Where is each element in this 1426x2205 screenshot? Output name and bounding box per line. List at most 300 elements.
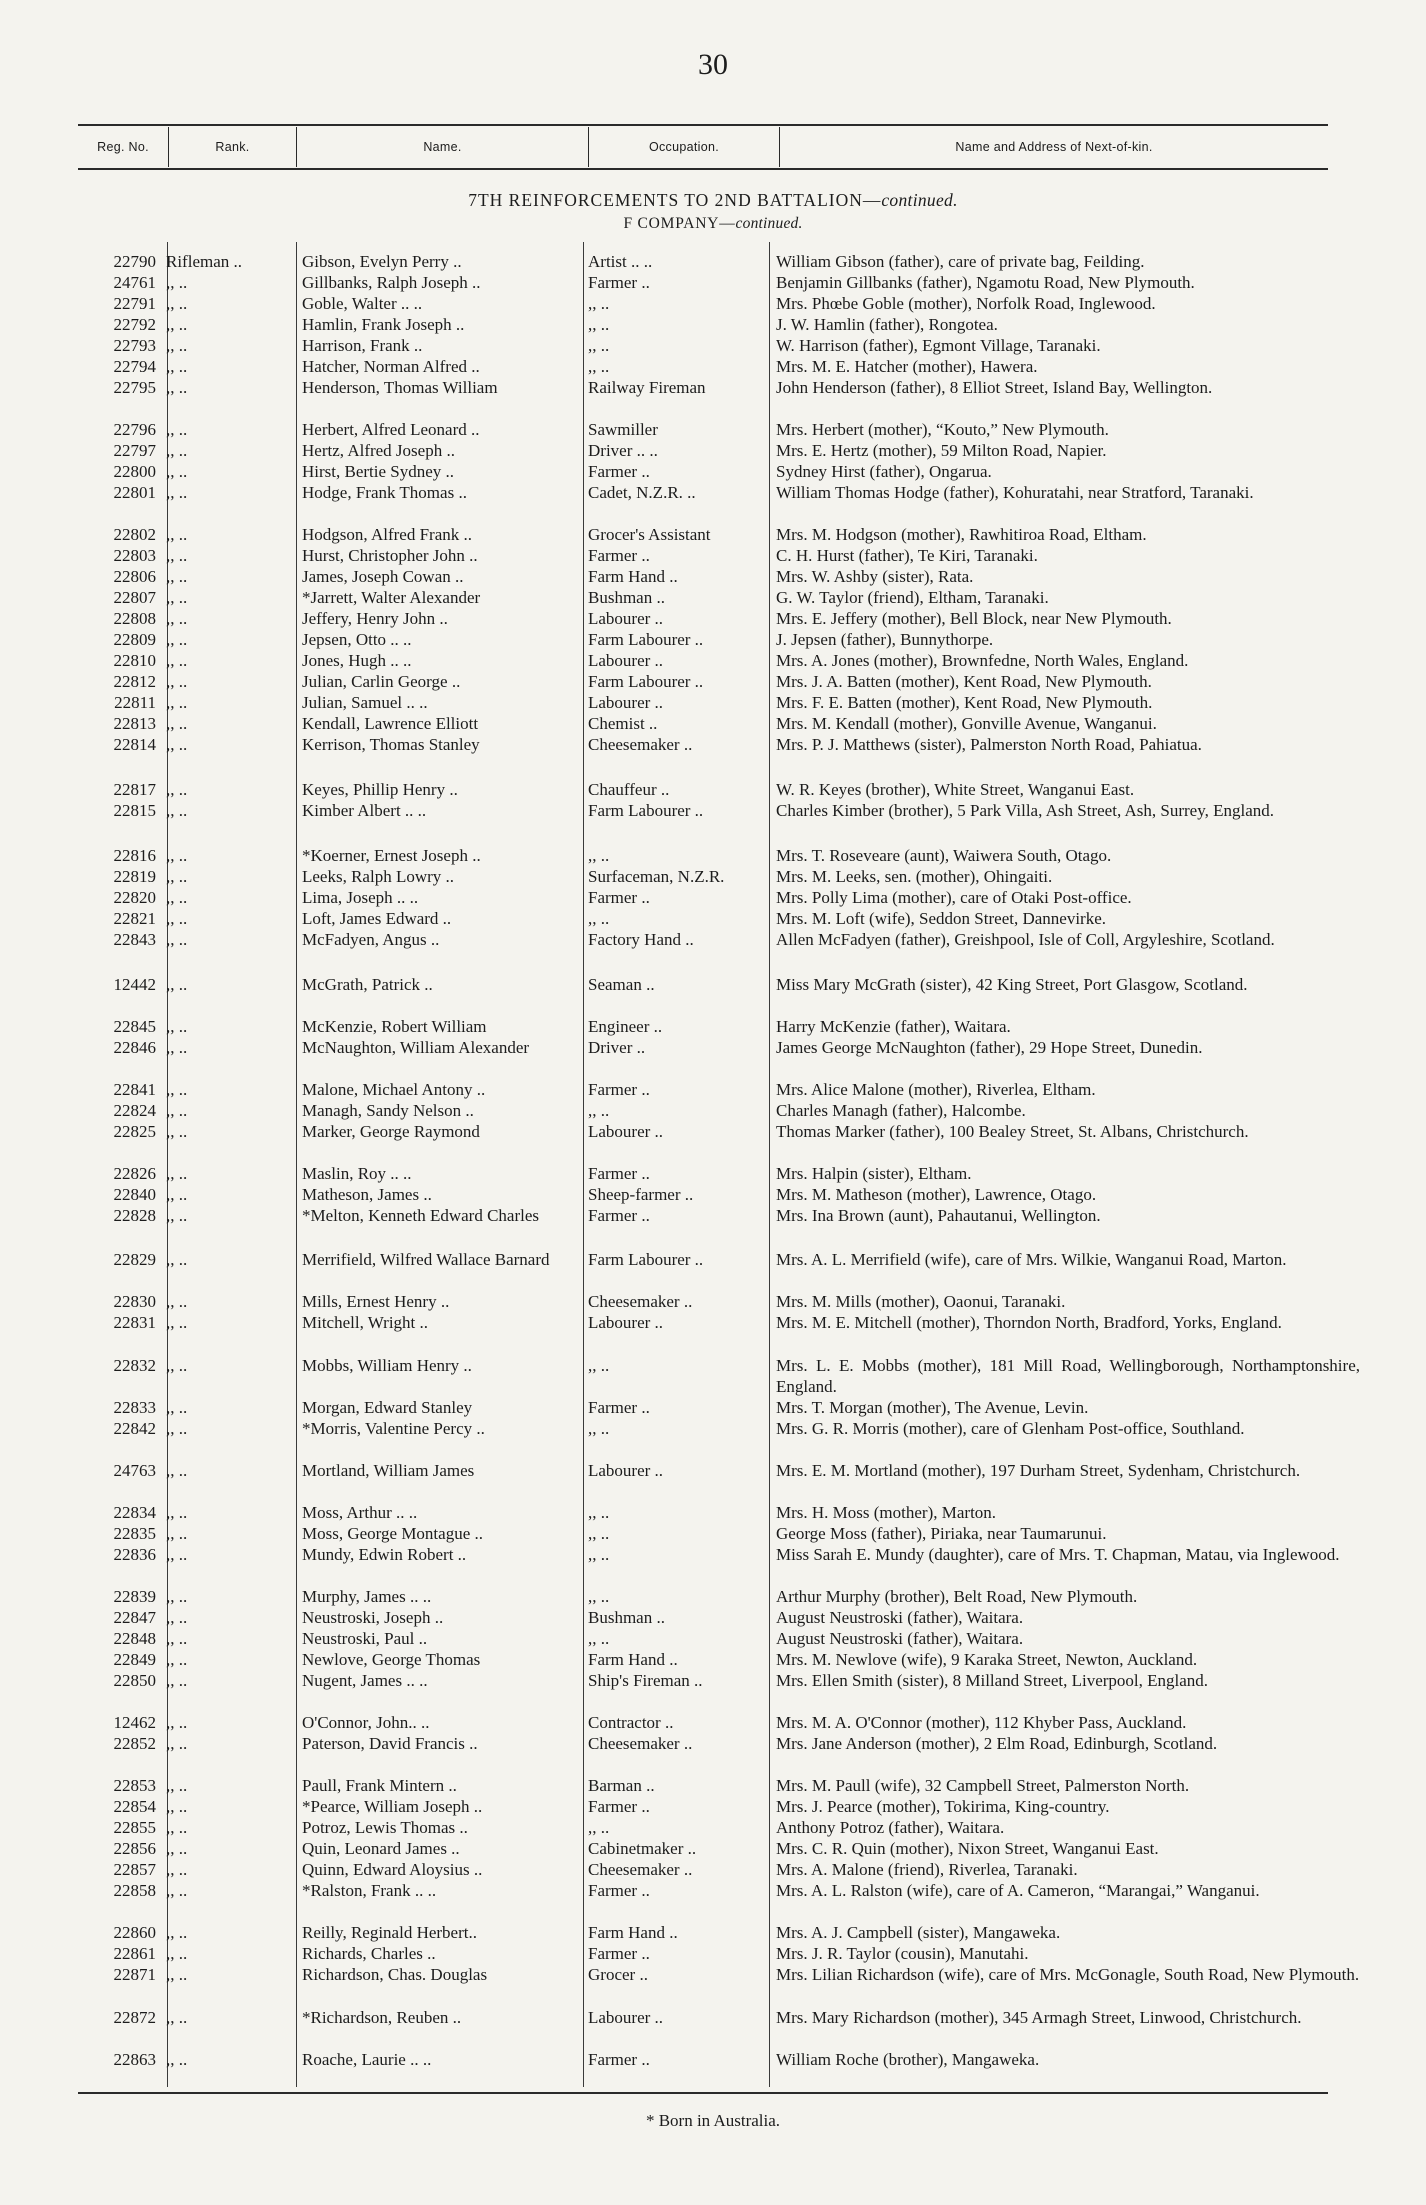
occupation-cell: ,, .. [588, 1356, 610, 1375]
reg-no-cell: 22810 [113, 651, 156, 670]
next-of-kin-cell: Anthony Potroz (father), Waitara. [776, 1818, 1005, 1837]
reg-no-cell: 22858 [113, 1881, 156, 1900]
occupation-cell: Bushman .. [588, 1608, 665, 1627]
occupation-cell: Sheep-farmer .. [588, 1185, 694, 1204]
next-of-kin-cell: G. W. Taylor (friend), Eltham, Taranaki. [776, 588, 1049, 607]
occupation-cell: Surfaceman, N.Z.R. [588, 867, 725, 886]
occupation-cell: Labourer .. [588, 1461, 664, 1480]
name-cell: *Koerner, Ernest Joseph .. [302, 846, 481, 865]
name-cell: Paull, Frank Mintern .. [302, 1776, 457, 1795]
occupation-cell: ,, .. [588, 1524, 610, 1543]
company-title-main: F COMPANY— [623, 215, 736, 232]
rank-cell: ,, .. [166, 1608, 188, 1627]
occupation-cell: Farmer .. [588, 462, 650, 481]
name-cell: Mills, Ernest Henry .. [302, 1292, 450, 1311]
reg-no-cell: 12442 [113, 975, 156, 994]
next-of-kin-cell: Sydney Hirst (father), Ongarua. [776, 462, 992, 481]
occupation-cell: Factory Hand .. [588, 930, 694, 949]
rank-cell: ,, .. [166, 294, 188, 313]
name-cell: Hatcher, Norman Alfred .. [302, 357, 480, 376]
next-of-kin-cell: Arthur Murphy (brother), Belt Road, New Plymouth. [776, 1587, 1138, 1606]
next-of-kin-cell: Mrs. W. Ashby (sister), Rata. [776, 567, 974, 586]
next-of-kin-cell: Mrs. M. Loft (wife), Seddon Street, Dannevirke. [776, 909, 1107, 928]
name-cell: Julian, Samuel .. .. [302, 693, 428, 712]
name-cell: Lima, Joseph .. .. [302, 888, 419, 907]
name-cell: Moss, Arthur .. .. [302, 1503, 418, 1522]
next-of-kin-cell: Mrs. H. Moss (mother), Marton. [776, 1503, 997, 1522]
next-of-kin-cell: Miss Sarah E. Mundy (daughter), care of Mrs. T. Chapman, Matau, via Inglewood. [776, 1545, 1340, 1564]
next-of-kin-cell: Mrs. G. R. Morris (mother), care of Glenham Post-office, Southland. [776, 1419, 1245, 1438]
name-cell: Marker, George Raymond [302, 1122, 480, 1141]
name-cell: Mundy, Edwin Robert .. [302, 1545, 467, 1564]
occupation-cell: Farmer .. [588, 1164, 650, 1183]
rank-cell: ,, .. [166, 630, 188, 649]
name-cell: Jeffery, Henry John .. [302, 609, 448, 628]
next-of-kin-cell: Mrs. A. L. Ralston (wife), care of A. Cameron, “Marangai,” Wanganui. [776, 1881, 1260, 1900]
reg-no-cell: 22806 [113, 567, 156, 586]
next-of-kin-cell: Mrs. Polly Lima (mother), care of Otaki Post-office. [776, 888, 1132, 907]
rank-cell: ,, .. [166, 1080, 188, 1099]
name-cell: Matheson, James .. [302, 1185, 432, 1204]
reg-no-cell: 22871 [113, 1965, 156, 1984]
name-cell: Moss, George Montague .. [302, 1524, 483, 1543]
occupation-cell: ,, .. [588, 1587, 610, 1606]
name-cell: Reilly, Reginald Herbert.. [302, 1923, 477, 1942]
name-cell: Kendall, Lawrence Elliott [302, 714, 479, 733]
reg-no-cell: 22856 [113, 1839, 156, 1858]
reg-no-cell: 22826 [113, 1164, 156, 1183]
next-of-kin-cell: Mrs. Jane Anderson (mother), 2 Elm Road, Edinburgh, Scotland. [776, 1734, 1218, 1753]
rank-cell: ,, .. [166, 357, 188, 376]
reg-no-cell: 12462 [113, 1713, 156, 1732]
name-cell: Potroz, Lewis Thomas .. [302, 1818, 468, 1837]
occupation-cell: ,, .. [588, 315, 610, 334]
name-cell: McGrath, Patrick .. [302, 975, 433, 994]
rank-cell: ,, .. [166, 1818, 188, 1837]
reg-no-cell: 22847 [113, 1608, 156, 1627]
occupation-cell: ,, .. [588, 1818, 610, 1837]
next-of-kin-cell: Mrs. M. Paull (wife), 32 Campbell Street, Palmerston North. [776, 1776, 1190, 1795]
column-rule [296, 242, 297, 2087]
rank-cell: Rifleman .. [166, 252, 243, 271]
reg-no-cell: 22813 [113, 714, 156, 733]
rank-cell: ,, .. [166, 1671, 188, 1690]
occupation-cell: Labourer .. [588, 651, 664, 670]
name-cell: Murphy, James .. .. [302, 1587, 432, 1606]
occupation-cell: Seaman .. [588, 975, 655, 994]
name-cell: Neustroski, Paul .. [302, 1629, 428, 1648]
name-cell: Morgan, Edward Stanley [302, 1398, 473, 1417]
reg-no-cell: 22833 [113, 1398, 156, 1417]
footnote: * Born in Australia. [645, 2111, 781, 2130]
name-cell: Managh, Sandy Nelson .. [302, 1101, 474, 1120]
reg-no-cell: 22830 [113, 1292, 156, 1311]
reg-no-cell: 22790 [113, 252, 156, 271]
rank-cell: ,, .. [166, 846, 188, 865]
company-title [0, 215, 1426, 233]
next-of-kin-cell: Mrs. F. E. Batten (mother), Kent Road, New Plymouth. [776, 693, 1153, 712]
reg-no-cell: 22846 [113, 1038, 156, 1057]
next-of-kin-cell: Mrs. M. Matheson (mother), Lawrence, Otago. [776, 1185, 1097, 1204]
occupation-cell: Contractor .. [588, 1713, 674, 1732]
reg-no-cell: 22811 [114, 693, 156, 712]
occupation-cell: Cheesemaker .. [588, 1734, 693, 1753]
rank-cell: ,, .. [166, 441, 188, 460]
reg-no-cell: 22831 [113, 1313, 156, 1332]
next-of-kin-cell: Mrs. A. Malone (friend), Riverlea, Taranaki. [776, 1860, 1078, 1879]
reg-no-cell: 22815 [113, 801, 156, 820]
name-cell: *Richardson, Reuben .. [302, 2008, 462, 2027]
rank-cell: ,, .. [166, 1206, 188, 1225]
next-of-kin-cell: William Gibson (father), care of private bag, Feilding. [776, 252, 1145, 271]
rank-cell: ,, .. [166, 693, 188, 712]
rank-cell: ,, .. [166, 780, 188, 799]
name-cell: Maslin, Roy .. .. [302, 1164, 412, 1183]
occupation-cell: ,, .. [588, 1629, 610, 1648]
occupation-cell: ,, .. [588, 294, 610, 313]
section-title-continued: continued. [881, 190, 958, 210]
occupation-cell: Cheesemaker .. [588, 1860, 693, 1879]
name-cell: McFadyen, Angus .. [302, 930, 440, 949]
occupation-cell: Barman .. [588, 1776, 655, 1795]
reg-no-cell: 22801 [113, 483, 156, 502]
occupation-cell: ,, .. [588, 1419, 610, 1438]
rank-cell: ,, .. [166, 273, 188, 292]
name-cell: Goble, Walter .. .. [302, 294, 423, 313]
rank-cell: ,, .. [166, 1185, 188, 1204]
name-cell: Mortland, William James [302, 1461, 475, 1480]
reg-no-cell: 22808 [113, 609, 156, 628]
name-cell: Neustroski, Joseph .. [302, 1608, 444, 1627]
name-cell: Hodgson, Alfred Frank .. [302, 525, 472, 544]
next-of-kin-cell: Mrs. A. L. Merrifield (wife), care of Mrs. Wilkie, Wanganui Road, Marton. [776, 1250, 1287, 1269]
rank-cell: ,, .. [166, 546, 188, 565]
name-cell: Mitchell, Wright .. [302, 1313, 429, 1332]
occupation-cell: Cheesemaker .. [588, 1292, 693, 1311]
header-next-of-kin: Name and Address of Next-of-kin. [955, 140, 1153, 154]
rank-cell: ,, .. [166, 1650, 188, 1669]
rank-cell: ,, .. [166, 1965, 188, 1984]
reg-no-cell: 22861 [113, 1944, 156, 1963]
reg-no-cell: 22848 [113, 1629, 156, 1648]
next-of-kin-cell: James George McNaughton (father), 29 Hope Street, Dunedin. [776, 1038, 1203, 1057]
next-of-kin-cell: Mrs. M. Kendall (mother), Gonville Avenue, Wanganui. [776, 714, 1157, 733]
reg-no-cell: 22816 [113, 846, 156, 865]
header-bottom-rule [78, 168, 1328, 170]
reg-no-cell: 22840 [113, 1185, 156, 1204]
name-cell: Merrifield, Wilfred Wallace Barnard [302, 1250, 550, 1269]
occupation-cell: ,, .. [588, 1101, 610, 1120]
reg-no-cell: 22817 [113, 780, 156, 799]
occupation-cell: Farm Hand .. [588, 1650, 678, 1669]
name-cell: Hertz, Alfred Joseph .. [302, 441, 455, 460]
next-of-kin-cell: Mrs. A. J. Campbell (sister), Mangaweka. [776, 1923, 1061, 1942]
reg-no-cell: 22795 [113, 378, 156, 397]
rank-cell: ,, .. [166, 315, 188, 334]
rank-cell: ,, .. [166, 1250, 188, 1269]
reg-no-cell: 22793 [113, 336, 156, 355]
rank-cell: ,, .. [166, 1860, 188, 1879]
rank-cell: ,, .. [166, 2008, 188, 2027]
rank-cell: ,, .. [166, 930, 188, 949]
name-cell: Kerrison, Thomas Stanley [302, 735, 480, 754]
name-cell: Richardson, Chas. Douglas [302, 1965, 488, 1984]
occupation-cell: ,, .. [588, 846, 610, 865]
table-header [78, 127, 1328, 167]
rank-cell: ,, .. [166, 462, 188, 481]
next-of-kin-cell: John Henderson (father), 8 Elliot Street, Island Bay, Wellington. [776, 378, 1213, 397]
reg-no-cell: 22796 [113, 420, 156, 439]
name-cell: James, Joseph Cowan .. [302, 567, 464, 586]
next-of-kin-cell: Mrs. Halpin (sister), Eltham. [776, 1164, 972, 1183]
occupation-cell: Labourer .. [588, 1313, 664, 1332]
rank-cell: ,, .. [166, 378, 188, 397]
name-cell: Henderson, Thomas William [302, 378, 498, 397]
occupation-cell: Farmer .. [588, 888, 650, 907]
occupation-cell: Farmer .. [588, 546, 650, 565]
occupation-cell: Farm Labourer .. [588, 672, 704, 691]
name-cell: Mobbs, William Henry .. [302, 1356, 472, 1375]
name-cell: Quinn, Edward Aloysius .. [302, 1860, 483, 1879]
rank-cell: ,, .. [166, 1734, 188, 1753]
next-of-kin-cell: Mrs. M. E. Mitchell (mother), Thorndon North, Bradford, Yorks, England. [776, 1313, 1282, 1332]
reg-no-cell: 22854 [113, 1797, 156, 1816]
name-cell: Newlove, George Thomas [302, 1650, 481, 1669]
reg-no-cell: 22807 [113, 588, 156, 607]
next-of-kin-cell: Mrs. P. J. Matthews (sister), Palmerston North Road, Pahiatua. [776, 735, 1202, 754]
rank-cell: ,, .. [166, 651, 188, 670]
name-cell: Loft, James Edward .. [302, 909, 452, 928]
occupation-cell: Artist .. .. [588, 252, 653, 271]
occupation-cell: Farm Labourer .. [588, 801, 704, 820]
reg-no-cell: 22836 [113, 1545, 156, 1564]
name-cell: *Ralston, Frank .. .. [302, 1881, 437, 1900]
rank-cell: ,, .. [166, 672, 188, 691]
next-of-kin-cell: Mrs. J. R. Taylor (cousin), Manutahi. [776, 1944, 1029, 1963]
occupation-cell: ,, .. [588, 357, 610, 376]
reg-no-cell: 22849 [113, 1650, 156, 1669]
section-title-main: 7TH REINFORCEMENTS TO 2ND BATTALION— [468, 190, 882, 210]
next-of-kin-cell: W. R. Keyes (brother), White Street, Wanganui East. [776, 780, 1135, 799]
occupation-cell: Cheesemaker .. [588, 735, 693, 754]
rank-cell: ,, .. [166, 525, 188, 544]
rank-cell: ,, .. [166, 1629, 188, 1648]
occupation-cell: ,, .. [588, 1545, 610, 1564]
next-of-kin-cell: William Thomas Hodge (father), Kohuratahi, near Stratford, Taranaki. [776, 483, 1254, 502]
reg-no-cell: 22832 [113, 1356, 156, 1375]
name-cell: Roache, Laurie .. .. [302, 2050, 432, 2069]
occupation-cell: Farm Labourer .. [588, 1250, 704, 1269]
occupation-cell: Farm Hand .. [588, 567, 678, 586]
reg-no-cell: 22839 [113, 1587, 156, 1606]
rank-cell: ,, .. [166, 1545, 188, 1564]
rank-cell: ,, .. [166, 1038, 188, 1057]
occupation-cell: Bushman .. [588, 588, 665, 607]
occupation-cell: Ship's Fireman .. [588, 1671, 703, 1690]
occupation-cell: ,, .. [588, 336, 610, 355]
next-of-kin-cell: Mrs. M. Newlove (wife), 9 Karaka Street, Newton, Auckland. [776, 1650, 1198, 1669]
company-title-continued: continued. [735, 215, 803, 232]
rank-cell: ,, .. [166, 1713, 188, 1732]
reg-no-cell: 22819 [113, 867, 156, 886]
next-of-kin-cell: Mrs. J. A. Batten (mother), Kent Road, New Plymouth. [776, 672, 1152, 691]
rank-cell: ,, .. [166, 1164, 188, 1183]
reg-no-cell: 22812 [113, 672, 156, 691]
occupation-cell: Railway Fireman [588, 378, 706, 397]
reg-no-cell: 22794 [113, 357, 156, 376]
next-of-kin-cell: August Neustroski (father), Waitara. [776, 1629, 1024, 1648]
rank-cell: ,, .. [166, 867, 188, 886]
name-cell: Hirst, Bertie Sydney .. [302, 462, 455, 481]
next-of-kin-cell: Mrs. A. Jones (mother), Brownfedne, North Wales, England. [776, 651, 1189, 670]
occupation-cell: Farmer .. [588, 1206, 650, 1225]
reg-no-cell: 22834 [113, 1503, 156, 1522]
reg-no-cell: 22850 [113, 1671, 156, 1690]
next-of-kin-cell: Mrs. M. E. Hatcher (mother), Hawera. [776, 357, 1038, 376]
rank-cell: ,, .. [166, 1944, 188, 1963]
occupation-cell: Farmer .. [588, 1080, 650, 1099]
next-of-kin-cell: Mrs. E. Hertz (mother), 59 Milton Road, Napier. [776, 441, 1107, 460]
name-cell: Nugent, James .. .. [302, 1671, 428, 1690]
section-title [0, 190, 1426, 211]
rank-cell: ,, .. [166, 1292, 188, 1311]
name-cell: Malone, Michael Antony .. [302, 1080, 486, 1099]
occupation-cell: Driver .. .. [588, 441, 658, 460]
next-of-kin-cell: August Neustroski (father), Waitara. [776, 1608, 1024, 1627]
reg-no-cell: 22791 [113, 294, 156, 313]
name-cell: Paterson, David Francis .. [302, 1734, 478, 1753]
next-of-kin-cell: Harry McKenzie (father), Waitara. [776, 1017, 1011, 1036]
occupation-cell: Farmer .. [588, 2050, 650, 2069]
name-cell: Hurst, Christopher John .. [302, 546, 478, 565]
next-of-kin-cell: Mrs. M. Mills (mother), Oaonui, Taranaki. [776, 1292, 1066, 1311]
reg-no-cell: 22809 [113, 630, 156, 649]
next-of-kin-cell: W. Harrison (father), Egmont Village, Taranaki. [776, 336, 1101, 355]
name-cell: Gillbanks, Ralph Joseph .. [302, 273, 481, 292]
occupation-cell: Cabinetmaker .. [588, 1839, 697, 1858]
rank-cell: ,, .. [166, 588, 188, 607]
next-of-kin-cell: Mrs. Phœbe Goble (mother), Norfolk Road, Inglewood. [776, 294, 1156, 313]
column-rule [769, 242, 770, 2087]
next-of-kin-cell: Mrs. Herbert (mother), “Kouto,” New Plymouth. [776, 420, 1109, 439]
name-cell: O'Connor, John.. .. [302, 1713, 430, 1732]
reg-no-cell: 22842 [113, 1419, 156, 1438]
reg-no-cell: 22872 [113, 2008, 156, 2027]
rank-cell: ,, .. [166, 420, 188, 439]
next-of-kin-cell: Mrs. Lilian Richardson (wife), care of Mrs. McGonagle, South Road, New Plymouth. [776, 1965, 1360, 1984]
occupation-cell: Farmer .. [588, 1881, 650, 1900]
rank-cell: ,, .. [166, 1356, 188, 1375]
occupation-cell: Labourer .. [588, 609, 664, 628]
occupation-cell: Farm Hand .. [588, 1923, 678, 1942]
occupation-cell: Farm Labourer .. [588, 630, 704, 649]
rank-cell: ,, .. [166, 2050, 188, 2069]
name-cell: Herbert, Alfred Leonard .. [302, 420, 480, 439]
name-cell: Leeks, Ralph Lowry .. [302, 867, 455, 886]
name-cell: *Pearce, William Joseph .. [302, 1797, 483, 1816]
next-of-kin-cell: Mrs. C. R. Quin (mother), Nixon Street, Wanganui East. [776, 1839, 1159, 1858]
reg-no-cell: 22828 [113, 1206, 156, 1225]
reg-no-cell: 22800 [113, 462, 156, 481]
occupation-cell: Farmer .. [588, 1944, 650, 1963]
reg-no-cell: 22829 [113, 1250, 156, 1269]
next-of-kin-cell: J. W. Hamlin (father), Rongotea. [776, 315, 998, 334]
page-number: 30 [698, 48, 728, 81]
occupation-cell: Chemist .. [588, 714, 658, 733]
next-of-kin-cell: J. Jepsen (father), Bunnythorpe. [776, 630, 994, 649]
occupation-cell: Grocer .. [588, 1965, 648, 1984]
occupation-cell: Chauffeur .. [588, 780, 670, 799]
reg-no-cell: 22797 [113, 441, 156, 460]
reg-no-cell: 24763 [113, 1461, 156, 1480]
rank-cell: ,, .. [166, 888, 188, 907]
name-cell: Julian, Carlin George .. [302, 672, 461, 691]
next-of-kin-cell: Mrs. T. Roseveare (aunt), Waiwera South, Otago. [776, 846, 1112, 865]
next-of-kin-cell: Miss Mary McGrath (sister), 42 King Street, Port Glasgow, Scotland. [776, 975, 1248, 994]
reg-no-cell: 22845 [113, 1017, 156, 1036]
occupation-cell: Labourer .. [588, 2008, 664, 2027]
rank-cell: ,, .. [166, 1122, 188, 1141]
header-occupation: Occupation. [648, 140, 719, 154]
next-of-kin-cell: Mrs. Ina Brown (aunt), Pahautanui, Wellington. [776, 1206, 1101, 1225]
occupation-cell: Labourer .. [588, 1122, 664, 1141]
name-cell: *Morris, Valentine Percy .. [302, 1419, 485, 1438]
rank-cell: ,, .. [166, 609, 188, 628]
rank-cell: ,, .. [166, 909, 188, 928]
next-of-kin-cell: Mrs. M. Hodgson (mother), Rawhitiroa Road, Eltham. [776, 525, 1147, 544]
footer-rule [78, 2092, 1328, 2094]
next-of-kin-cell: Charles Kimber (brother), 5 Park Villa, Ash Street, Ash, Surrey, England. [776, 801, 1275, 820]
reg-no-cell: 22853 [113, 1776, 156, 1795]
rank-cell: ,, .. [166, 483, 188, 502]
next-of-kin-cell: Mrs. T. Morgan (mother), The Avenue, Levin. [776, 1398, 1089, 1417]
rank-cell: ,, .. [166, 1839, 188, 1858]
next-of-kin-cell: Mrs. L. E. Mobbs (mother), 181 Mill Road, Wellingborough, Northamptonshire, England. [776, 1356, 1360, 1396]
reg-no-cell: 22792 [113, 315, 156, 334]
name-cell: McNaughton, William Alexander [302, 1038, 530, 1057]
reg-no-cell: 22814 [113, 735, 156, 754]
next-of-kin-cell: George Moss (father), Piriaka, near Taumarunui. [776, 1524, 1107, 1543]
rank-cell: ,, .. [166, 1587, 188, 1606]
next-of-kin-cell: Mrs. M. A. O'Connor (mother), 112 Khyber Pass, Auckland. [776, 1713, 1187, 1732]
name-cell: McKenzie, Robert William [302, 1017, 487, 1036]
header-top-rule [78, 124, 1328, 126]
reg-no-cell: 22855 [113, 1818, 156, 1837]
name-cell: Keyes, Phillip Henry .. [302, 780, 458, 799]
name-cell: Jepsen, Otto .. .. [302, 630, 412, 649]
next-of-kin-cell: Mrs. J. Pearce (mother), Tokirima, King-country. [776, 1797, 1110, 1816]
name-cell: *Melton, Kenneth Edward Charles [302, 1206, 539, 1225]
rank-cell: ,, .. [166, 1398, 188, 1417]
reg-no-cell: 22857 [113, 1860, 156, 1879]
name-cell: Richards, Charles .. [302, 1944, 436, 1963]
rank-cell: ,, .. [166, 1797, 188, 1816]
header-name: Name. [423, 140, 462, 154]
rank-cell: ,, .. [166, 1101, 188, 1120]
occupation-cell: Sawmiller [588, 420, 658, 439]
reg-no-cell: 22825 [113, 1122, 156, 1141]
header-reg-no: Reg. No. [97, 140, 149, 154]
reg-no-cell: 22843 [113, 930, 156, 949]
rank-cell: ,, .. [166, 1881, 188, 1900]
next-of-kin-cell: William Roche (brother), Mangaweka. [776, 2050, 1040, 2069]
occupation-cell: Engineer .. [588, 1017, 663, 1036]
rank-cell: ,, .. [166, 1923, 188, 1942]
occupation-cell: ,, .. [588, 1503, 610, 1522]
reg-no-cell: 22852 [113, 1734, 156, 1753]
next-of-kin-cell: Mrs. M. Leeks, sen. (mother), Ohingaiti. [776, 867, 1053, 886]
name-cell: *Jarrett, Walter Alexander [302, 588, 481, 607]
